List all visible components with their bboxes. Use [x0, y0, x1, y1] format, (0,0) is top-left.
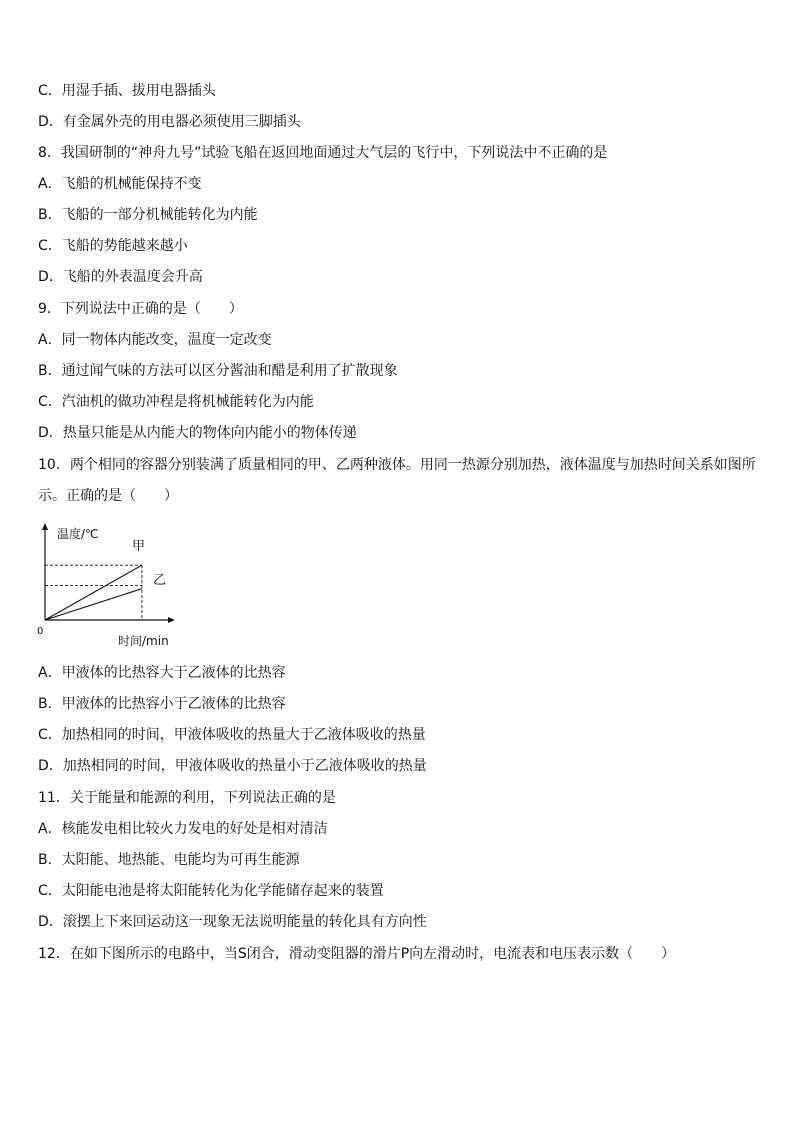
question-12-stem: 12．在如下图所示的电路中，当S闭合，滑动变阻器的滑片P向左滑动时，电流表和电压表示数（ ）: [38, 946, 676, 962]
line-8a: A．飞船的机械能保持不变: [38, 176, 202, 192]
line-11d: D．滚摆上下来回运动这一现象无法说明能量的转化具有方向性: [38, 914, 427, 930]
line-11a: A．核能发电相比较火力发电的好处是相对清洁: [38, 821, 328, 837]
line-10d: D．加热相同的时间，甲液体吸收的热量小于乙液体吸收的热量: [38, 758, 427, 774]
y-axis-label: 温度/℃: [57, 527, 99, 541]
line-9d: D．热量只能是从内能大的物体向内能小的物体传递: [38, 425, 357, 441]
line-8d: D．飞船的外表温度会升高: [38, 269, 203, 285]
y-axis-arrow: [42, 523, 48, 530]
line-11c: C．太阳能电池是将太阳能转化为化学能储存起来的装置: [38, 883, 384, 899]
temperature-time-chart: [32, 522, 182, 652]
series-line-jia: [45, 565, 142, 620]
line-11b: B．太阳能、地热能、电能均为可再生能源: [38, 852, 300, 868]
line-9b: B．通过闻气味的方法可以区分酱油和醋是利用了扩散现象: [38, 363, 398, 379]
question-11-stem: 11．关于能量和能源的利用，下列说法正确的是: [38, 790, 336, 806]
line-10c: C．加热相同的时间，甲液体吸收的热量大于乙液体吸收的热量: [38, 727, 426, 743]
question-9-stem: 9．下列说法中正确的是（ ）: [38, 301, 243, 317]
x-axis-arrow: [168, 617, 175, 623]
line-9a: A．同一物体内能改变，温度一定改变: [38, 332, 272, 348]
question-10-stem-1: 10．两个相同的容器分别装满了质量相同的甲、乙两种液体。用同一热源分别加热，液体温度与加热时间关系如图所: [38, 457, 756, 473]
series-line-yi: [45, 589, 142, 620]
line-8b: B．飞船的一部分机械能转化为内能: [38, 207, 258, 223]
question-10-stem-2: 示。正确的是（ ）: [38, 488, 178, 504]
line-8c: C．飞船的势能越来越小: [38, 238, 188, 254]
origin-label: 0: [37, 626, 44, 637]
line-9c: C．汽油机的做功冲程是将机械能转化为内能: [38, 394, 314, 410]
line-10a: A．甲液体的比热容大于乙液体的比热容: [38, 665, 286, 681]
series-label-jia: 甲: [132, 539, 146, 554]
x-axis-label: 时间/min: [118, 634, 169, 648]
line-7d: D．有金属外壳的用电器必须使用三脚插头: [38, 114, 301, 130]
line-10b: B．甲液体的比热容小于乙液体的比热容: [38, 696, 286, 712]
question-8-stem: 8．我国研制的“神舟九号”试验飞船在返回地面通过大气层的飞行中，下列说法中不正确的是: [38, 145, 608, 161]
series-label-yi: 乙: [153, 573, 167, 588]
line-7c: C．用湿手插、拔用电器插头: [38, 83, 216, 99]
